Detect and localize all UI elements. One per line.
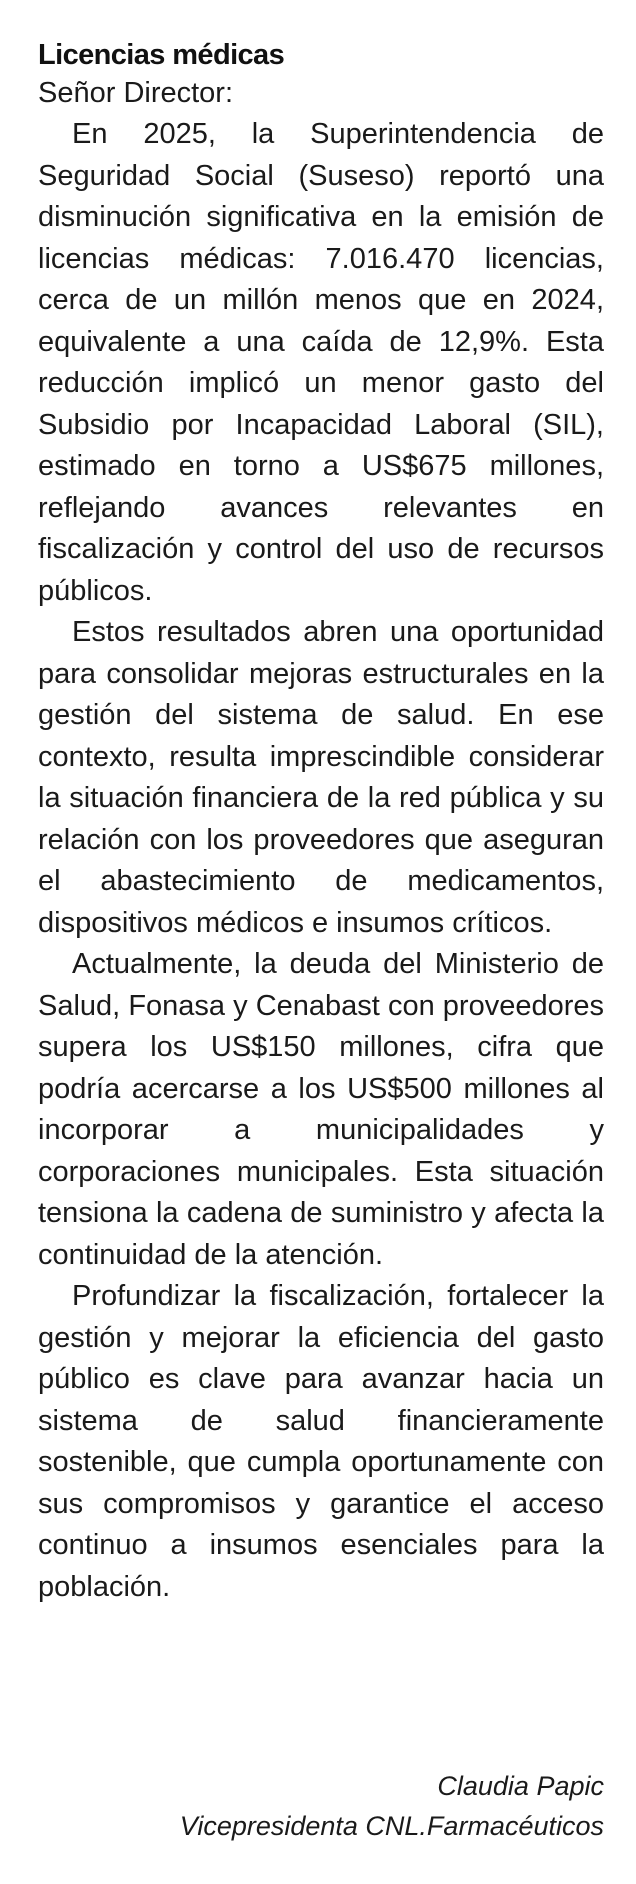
signature-role: Vicepresidenta CNL.Farmacéuticos bbox=[179, 1811, 604, 1841]
letter-title: Licencias médicas bbox=[38, 39, 285, 71]
paragraph-2: Estos resultados abren una oportunidad para consolidar mejoras estructurales en la gestión del sistema de salud. En ese contexto, resulta imprescindible considerar la situación financiera de la red pública y su relación con los proveedores que aseguran el abastecimiento de medicamentos, dispositivos médicos e insumos críticos. bbox=[38, 616, 604, 939]
salutation: Señor Director: bbox=[38, 77, 234, 109]
signature-name: Claudia Papic bbox=[437, 1771, 604, 1801]
paragraph-3: Actualmente, la deuda del Ministerio de Salud, Fonasa y Cenabast con proveedores supera los US$150 millones, cifra que podría acercarse a los US$500 millones al incorporar a municipalidades y corporaciones municipales. Esta situación tensiona la cadena de suministro y afecta la continuidad de la atención. bbox=[38, 948, 604, 1271]
letter-body bbox=[38, 38, 604, 1608]
paragraph-1: En 2025, la Superintendencia de Seguridad Social (Suseso) reportó una disminución significativa en la emisión de licencias médicas: 7.016.470 licencias, cerca de un millón menos que en 2024, equivalente a una caída de 12,9%. Esta reducción implicó un menor gasto del Subsidio por Incapacidad Laboral (SIL), estimado en torno a US$675 millones, reflejando avances relevantes en fiscalización y control del uso de recursos públicos. bbox=[38, 118, 604, 607]
paragraph-4: Profundizar la fiscalización, fortalecer la gestión y mejorar la eficiencia del gasto público es clave para avanzar hacia un sistema de salud financieramente sostenible, que cumpla oportunamente con sus compromisos y garantice el acceso continuo a insumos esenciales para la población. bbox=[38, 1280, 604, 1603]
signature-block bbox=[180, 1766, 604, 1846]
